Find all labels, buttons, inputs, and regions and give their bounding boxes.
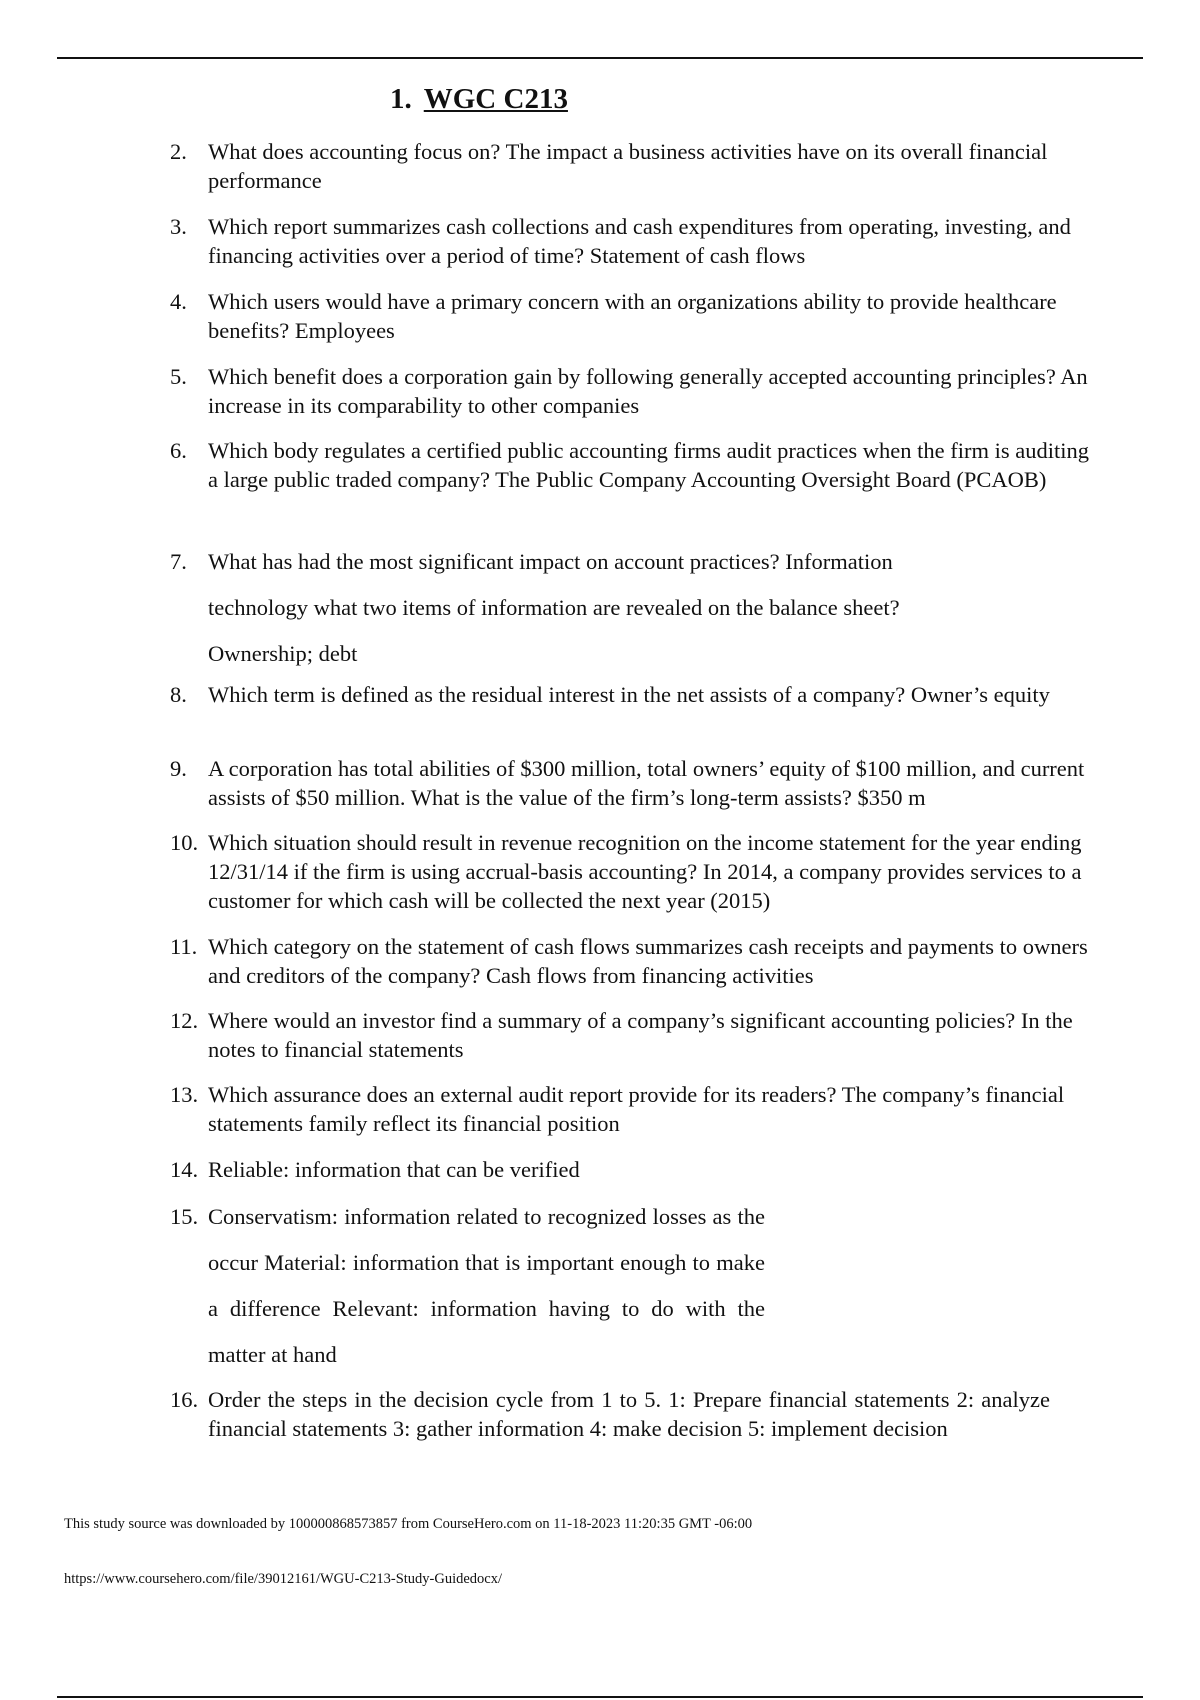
item-text: Where would an investor find a summary of a company’s significant accounting policies? In the notes to financial statements [208, 1008, 1073, 1062]
list-item [170, 1194, 765, 1378]
item-number: 12. [170, 1008, 199, 1033]
item-number: 6. [170, 438, 187, 463]
item-number: 4. [170, 289, 187, 314]
item-text: Which term is defined as the residual interest in the net assists of a company? Owner’s equity [208, 682, 1050, 707]
list-item [170, 1155, 1090, 1184]
download-note: This study source was downloaded by 100000868573857 from CourseHero.com on 11-18-2023 11:20:35 GMT -06:00 [64, 1516, 753, 1532]
item-number: 16. [170, 1387, 199, 1412]
list-item [170, 754, 1090, 812]
item-text: Which situation should result in revenue recognition on the income statement for the year ending 12/31/14 if the firm is using accrual-basis accounting? In 2014, a company provides services to a customer for which cash will be collected the next year (2015) [208, 830, 1082, 913]
list-item [170, 1080, 1090, 1138]
item-text: Which users would have a primary concern with an organizations ability to provide healthcare benefits? Employees [208, 289, 1057, 343]
item-number: 3. [170, 214, 187, 239]
list-item [170, 1385, 1050, 1443]
item-text: A corporation has total abilities of $300 million, total owners’ equity of $100 million, and current assists of $50 million. What is the value of the firm’s long-term assists? $350 m [208, 756, 1085, 810]
list-item [170, 287, 1090, 345]
list-item [170, 137, 1090, 195]
item-number: 9. [170, 756, 187, 781]
item-text: What has had the most significant impact on account practices? Information technology what two items of information are revealed on the balance sheet? Ownership; debt [208, 549, 900, 666]
item-number: 14. [170, 1157, 199, 1182]
title-number: 1. [390, 83, 412, 115]
item-number: 5. [170, 364, 187, 389]
item-text: Which report summarizes cash collections and cash expenditures from operating, investing, and financing activities over a period of time? Statement of cash flows [208, 214, 1071, 268]
list-item [170, 932, 1090, 990]
bottom-divider [57, 1696, 1143, 1698]
source-url[interactable]: https://www.coursehero.com/file/39012161/WGU-C213-Study-Guidedocx/ [64, 1571, 503, 1587]
item-number: 7. [170, 549, 187, 574]
item-text: Which benefit does a corporation gain by following generally accepted accounting principles? An increase in its comparability to other companies [208, 364, 1088, 418]
list-item [170, 680, 1090, 709]
item-number: 10. [170, 830, 199, 855]
item-number: 15. [170, 1204, 199, 1229]
list-item [170, 828, 1090, 915]
list-item [170, 539, 930, 677]
item-number: 13. [170, 1082, 199, 1107]
title-text: WGC C213 [423, 83, 568, 115]
item-number: 11. [170, 934, 198, 959]
list-item [170, 436, 1090, 494]
item-text: Conservatism: information related to recognized losses as the occur Material: information that is important enough to make a difference Relevant: information having to do with the matter at hand [208, 1204, 765, 1367]
item-text: Which body regulates a certified public accounting firms audit practices when the firm is auditing a large public traded company? The Public Company Accounting Oversight Board (PCAOB) [208, 438, 1089, 492]
page-title [390, 83, 568, 116]
item-text: Which category on the statement of cash flows summarizes cash receipts and payments to owners and creditors of the company? Cash flows from financing activities [208, 934, 1088, 988]
list-item [170, 212, 1090, 270]
item-number: 2. [170, 139, 187, 164]
top-divider [57, 57, 1143, 59]
list-item [170, 362, 1090, 420]
item-number: 8. [170, 682, 187, 707]
list-item [170, 1006, 1090, 1064]
item-text: Order the steps in the decision cycle from 1 to 5. 1: Prepare financial statements 2: analyze financial statements 3: gather information 4: make decision 5: implement decision [208, 1387, 1050, 1441]
item-text: What does accounting focus on? The impact a business activities have on its overall financial performance [208, 139, 1048, 193]
item-text: Which assurance does an external audit report provide for its readers? The company’s financial statements family reflect its financial position [208, 1082, 1065, 1136]
item-text: Reliable: information that can be verified [208, 1157, 580, 1182]
